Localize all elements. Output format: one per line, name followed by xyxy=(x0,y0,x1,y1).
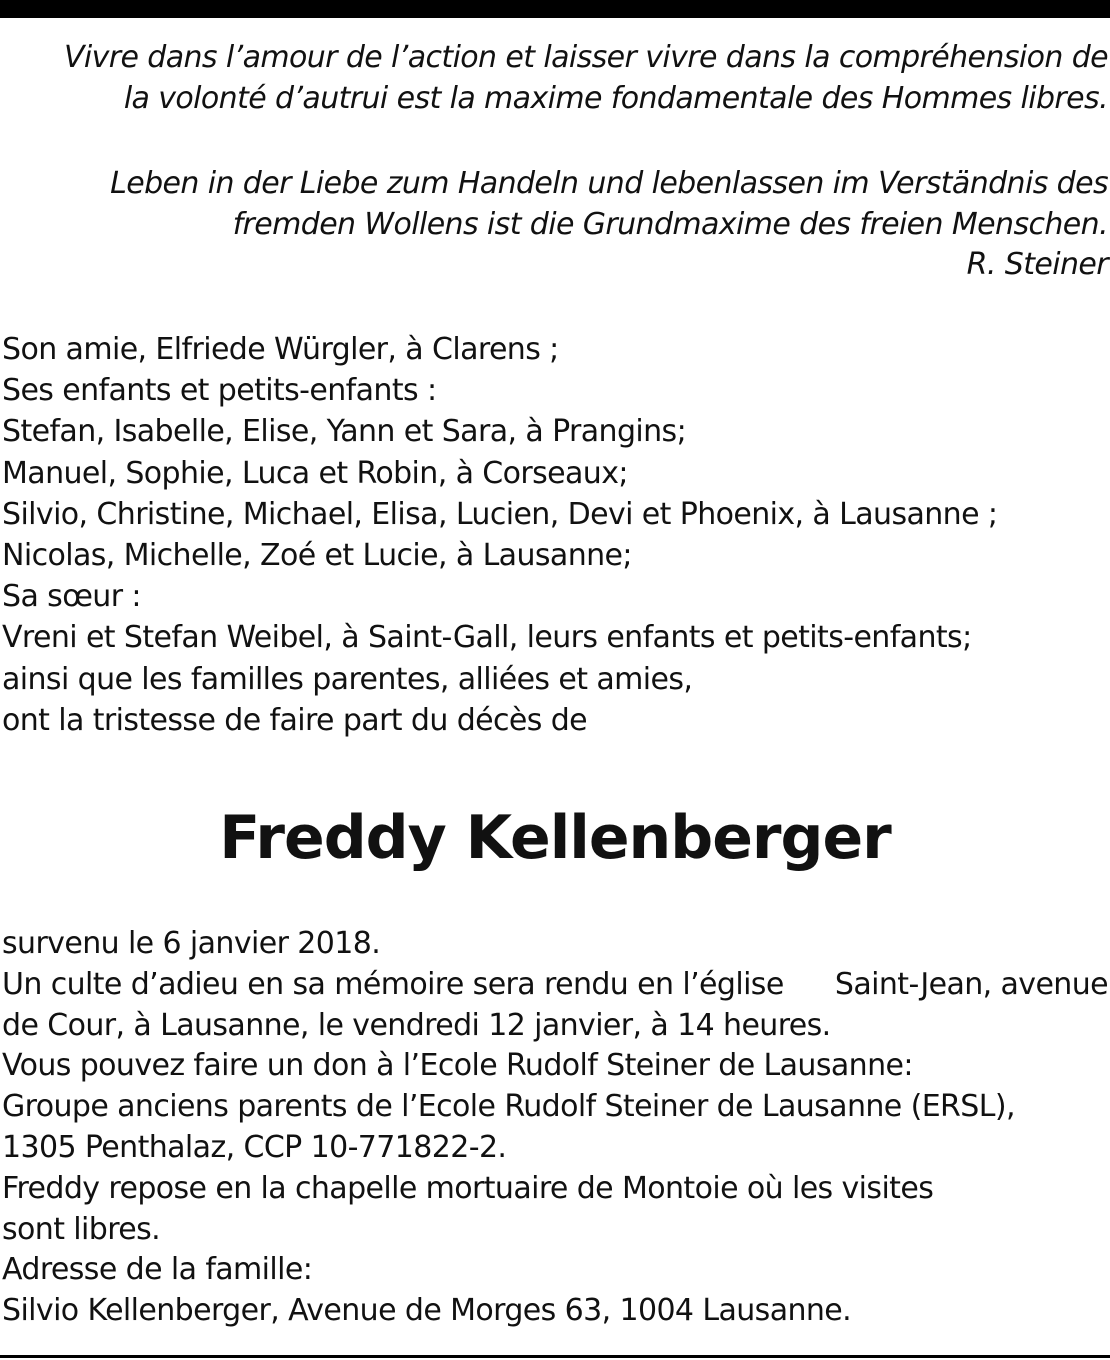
quote-line: fremden Wollens ist die Grundmaxime des freien Menschen. xyxy=(232,206,1108,242)
ceremony-line: de Cour, à Lausanne, le vendredi 12 janvier, à 14 heures. xyxy=(2,1007,831,1043)
quote-line: la volonté d’autrui est la maxime fondamentale des Hommes libres. xyxy=(123,80,1108,116)
bottom-rule xyxy=(0,1355,1110,1358)
ceremony-line-part: Un culte d’adieu en sa mémoire sera rendu en l’église xyxy=(2,966,784,1002)
visits-line: sont libres. xyxy=(2,1211,161,1247)
family-line: Manuel, Sophie, Luca et Robin, à Corseaux; xyxy=(2,455,628,491)
family-line: Stefan, Isabelle, Elise, Yann et Sara, à Prangins; xyxy=(2,414,687,450)
family-line: Vreni et Stefan Weibel, à Saint-Gall, leurs enfants et petits-enfants; xyxy=(2,620,972,656)
family-line: ont la tristesse de faire part du décès de xyxy=(2,702,588,738)
date-line: survenu le 6 janvier 2018. xyxy=(2,926,381,961)
deceased-name: Freddy Kellenberger xyxy=(219,803,891,873)
donation-line: Vous pouvez faire un don à l’Ecole Rudolf Steiner de Lausanne: xyxy=(2,1048,913,1084)
donation-line: 1305 Penthalaz, CCP 10-771822-2. xyxy=(2,1129,507,1165)
ceremony-line xyxy=(2,965,1108,1006)
address-label: Adresse de la famille: xyxy=(2,1252,313,1288)
family-line: Ses enfants et petits-enfants : xyxy=(2,373,437,409)
family-announcement xyxy=(2,329,1108,741)
donation-line: Groupe anciens parents de l’Ecole Rudolf Steiner de Lausanne (ERSL), xyxy=(2,1089,1015,1125)
visits-line: Freddy repose en la chapelle mortuaire de Montoie où les visites xyxy=(2,1170,934,1206)
family-line: Son amie, Elfriede Würgler, à Clarens ; xyxy=(2,332,559,367)
quote-line: Vivre dans l’amour de l’action et laisser vivre dans la compréhension de xyxy=(63,40,1108,75)
details-block xyxy=(2,924,1108,1332)
top-rule xyxy=(0,0,1110,18)
ceremony-line-part: Saint-Jean, avenue xyxy=(834,966,1108,1002)
family-address: Silvio Kellenberger, Avenue de Morges 63, 1004 Lausanne. xyxy=(2,1293,852,1329)
quote-line: Leben in der Liebe zum Handeln und lebenlassen im Verständnis des xyxy=(110,166,1108,201)
quote-german xyxy=(2,164,1108,286)
family-line: Nicolas, Michelle, Zoé et Lucie, à Lausanne; xyxy=(2,538,632,574)
family-line: Silvio, Christine, Michael, Elisa, Lucien, Devi et Phoenix, à Lausanne ; xyxy=(2,496,998,532)
quote-author: R. Steiner xyxy=(966,247,1108,282)
family-line: ainsi que les familles parentes, alliées et amies, xyxy=(2,661,693,697)
family-line: Sa sœur : xyxy=(2,579,141,615)
quote-french xyxy=(2,38,1108,119)
